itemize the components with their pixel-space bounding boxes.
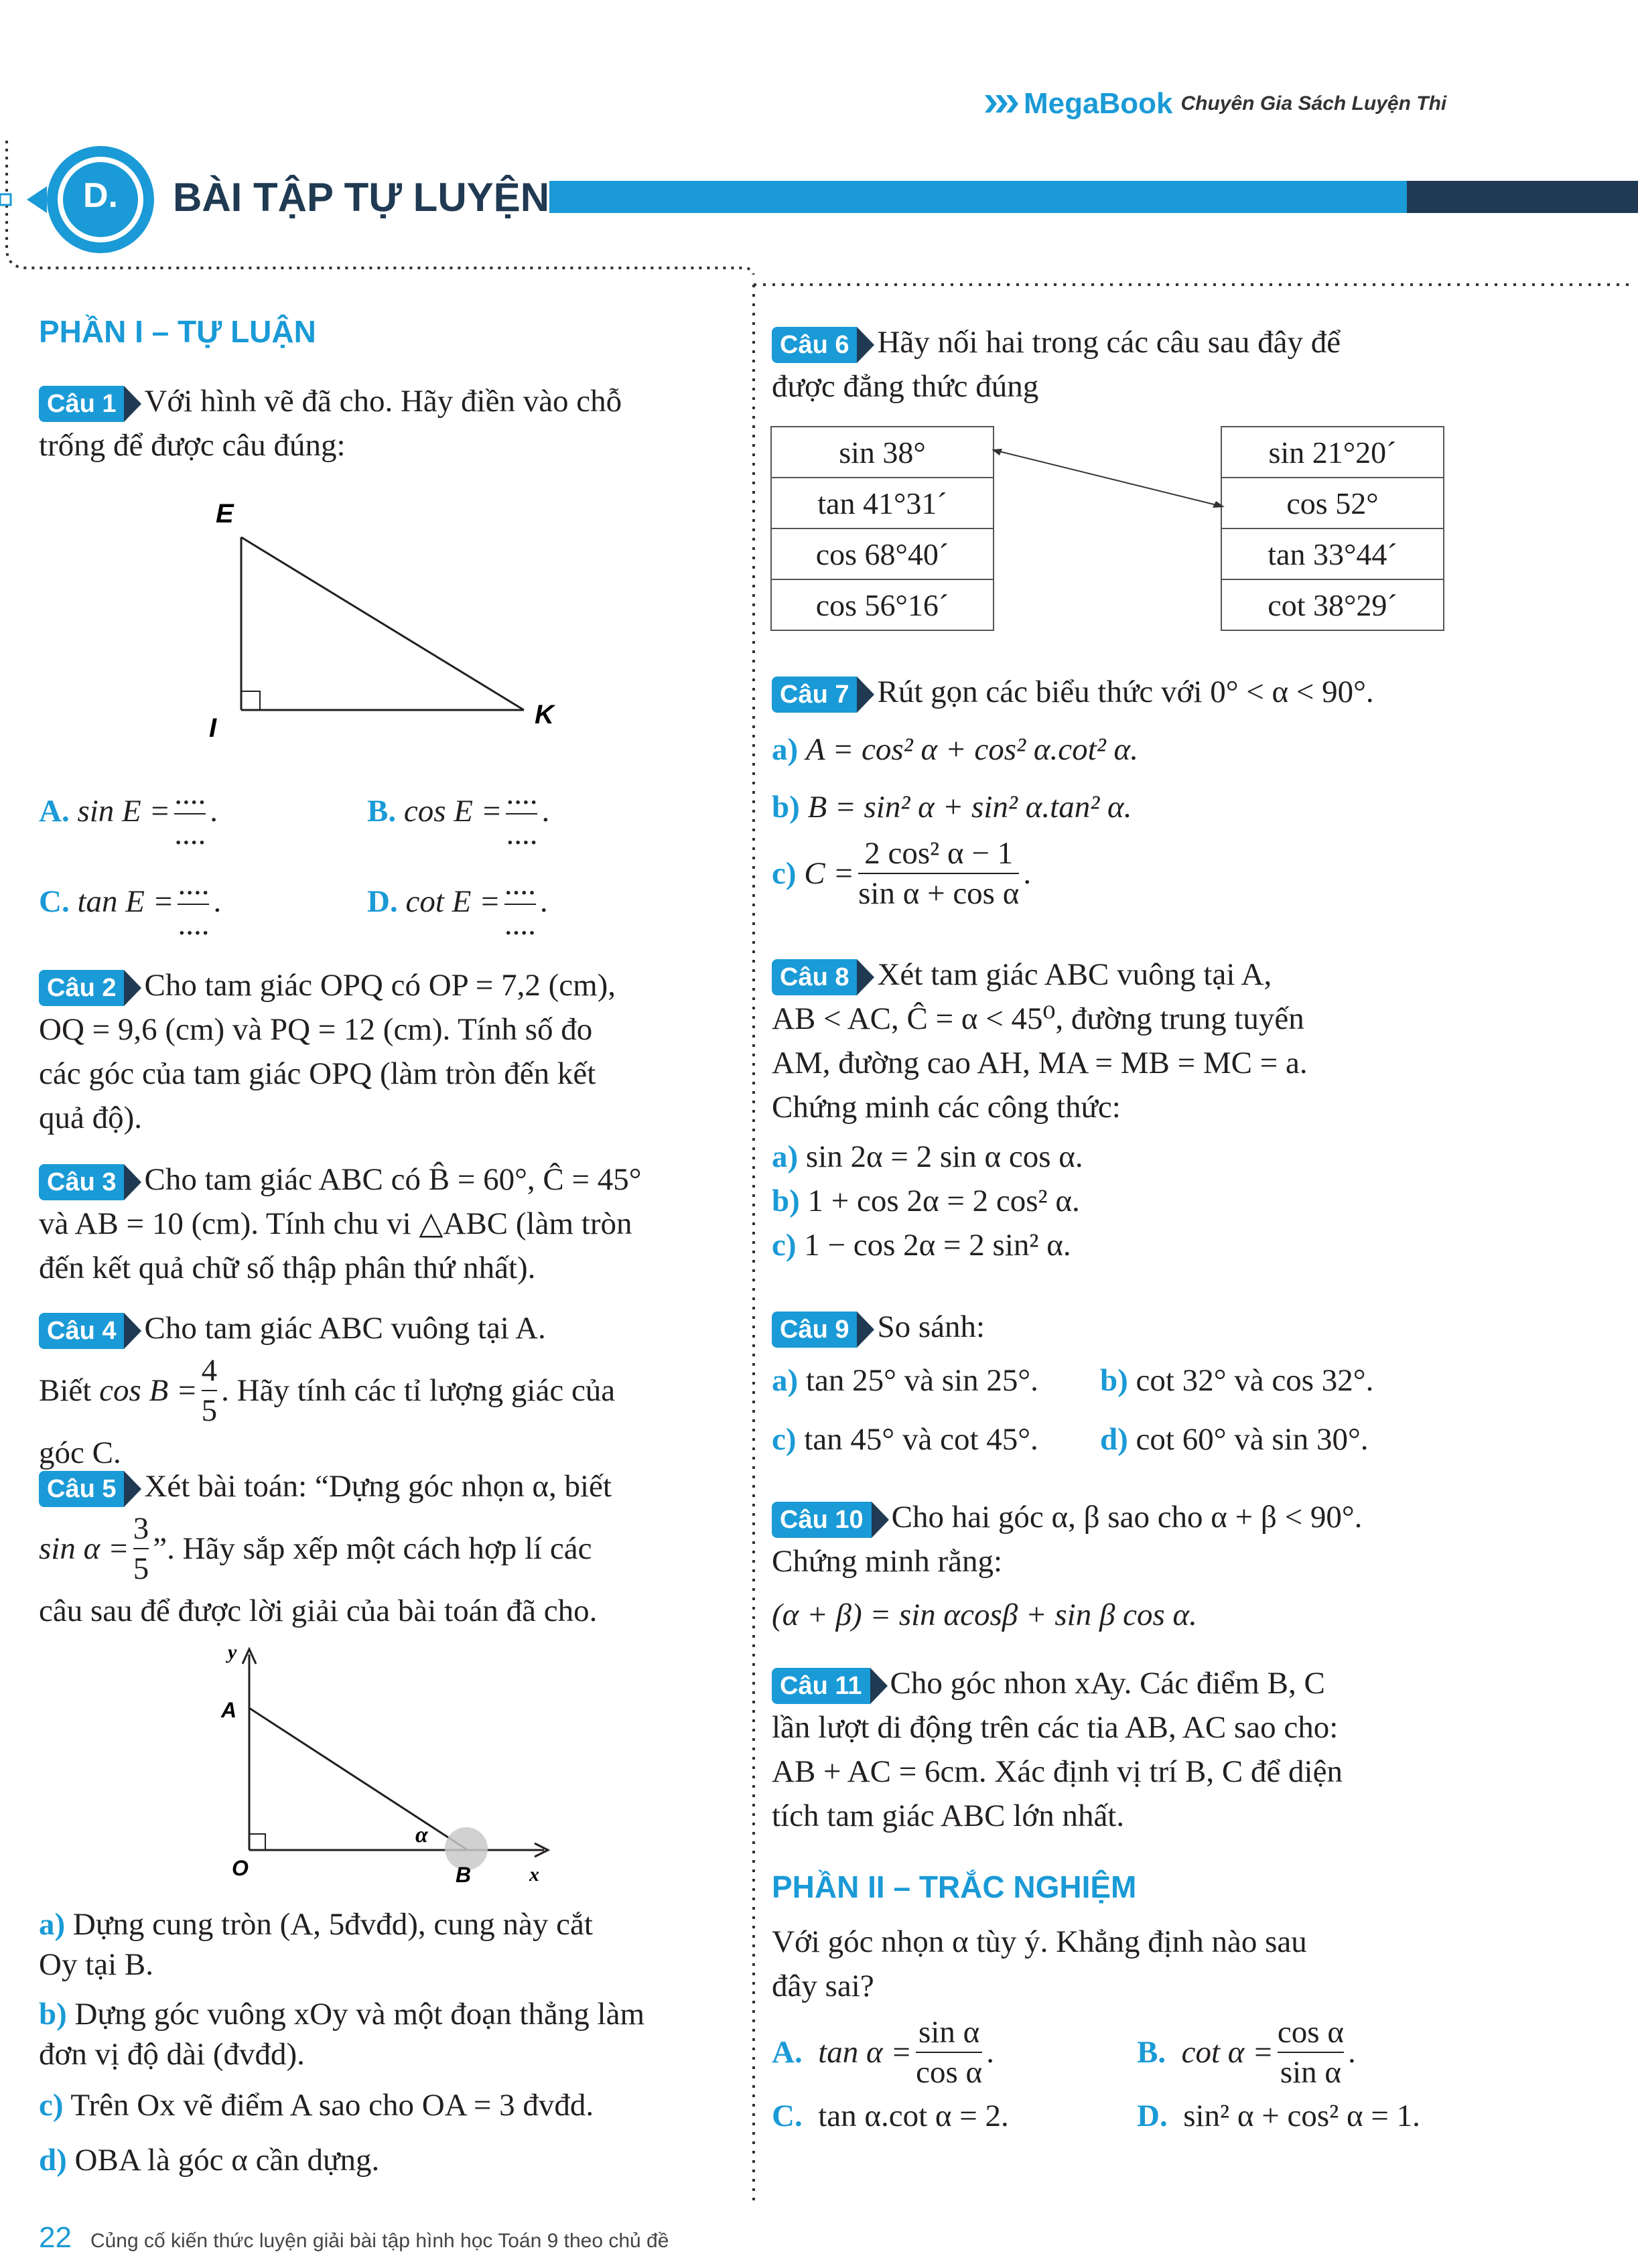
triangle-eik-figure [188,489,590,743]
question-8-badge: Câu 8 [772,959,857,995]
axis-x-label: x [529,1863,539,1886]
right-cell[interactable]: tan 33°44´ [1221,528,1444,579]
step-b: b) Dựng góc vuông xOy và một đoạn thẳng làm [39,1997,644,2032]
mc-option-d[interactable]: D. sin² α + cos² α = 1. [1137,2099,1420,2133]
step-a-cont: Oy tại B. [39,1947,154,1982]
label-k: K [535,700,554,729]
question-1-options [39,777,736,944]
right-cell[interactable]: sin 21°20´ [1221,427,1444,478]
question-6-badge: Câu 6 [772,327,857,363]
matching-left-table [770,426,994,631]
question-5: Câu 5 Xét bài toán: “Dựng góc nhọn α, biết sin α = $\frac{3}{5}$ ”. Hãy sắp xếp một cách hợp lí các câu sau để được lời giải của bài toán đã cho. [39,1469,612,1628]
mc-option-c[interactable]: C. tan α.cot α = 2. [772,2099,1009,2133]
question-9: Câu 9 So sánh: a) tan 25° và sin 25°. b) cot 32° và cos 32°. c) tan 45° và cot 45°. d) cot 60° và sin 30°. [772,1309,1374,1457]
left-cell[interactable]: sin 38° [771,427,994,478]
megabook-logo-icon [985,94,1018,114]
question-11-badge: Câu 11 [772,1668,870,1704]
mc-option-b[interactable]: B. cot α = $\frac{\text{cos α}}{\text{sin α}}$ . [1137,2013,1356,2092]
question-2-badge: Câu 2 [39,970,124,1006]
label-i: I [209,713,217,743]
question-10: Câu 10 Cho hai góc α, β sao cho α + β < 90°. Chứng minh rằng: (α + β) = sin αcosβ + sin β cos α. [772,1500,1363,1632]
question-1-text-1: Với hình vẽ đã cho. Hãy điền vào chỗ [144,384,622,419]
left-cell[interactable]: tan 41°31´ [771,478,994,528]
point-a-label: A [221,1698,237,1722]
brand-name: MegaBook [1024,87,1173,120]
footer [39,2221,669,2255]
page-number: 22 [39,2221,72,2254]
step-c: c) Trên Ox vẽ điểm A sao cho OA = 3 đvđd. [39,2088,594,2123]
option-d: D. cot E = $\frac{....}{....}$ . [367,865,548,944]
question-11: Câu 11 Cho góc nhon xAy. Các điểm B, C lần lượt di động trên các tia AB, AC sao cho: AB + AC = 6cm. Xác định vị trí B, C để diện tích tam giác ABC lớn nhất. [772,1666,1343,1833]
brand-header [985,84,1446,124]
mc-option-a[interactable]: A. tan α = $\frac{\text{sin α}}{\text{cos α}}$ . [772,2013,1137,2092]
question-6: Câu 6 Hãy nối hai trong các câu sau đây để được đẳng thức đúng [772,325,1341,404]
multiple-choice: Với góc nhọn α tùy ý. Khẳng định nào sau đây sai? A. tan α = $\frac{\text{sin α}}{\text{cos α}}$ . B. cot α = $\frac{\text{cos α}}{\text{sin α}}$ . C. tan α.cot α = 2. D. sin² α + cos² α = 1. [772,1920,1462,2138]
question-7: Câu 7 Rút gọn các biểu thức với 0° < α < 90°. a) A = cos² α + cos² α.cot² α. b) B = sin² α + sin² α.tan² α. c) C = $\frac{\text{2 cos² α − 1}}{\text{sin α + cos α}}$ . [772,675,1374,911]
option-b: B. cos E = $\frac{....}{....}$ . [367,774,549,853]
question-3: Câu 3 Cho tam giác ABC có B̂ = 60°, Ĉ = 45° và AB = 10 (cm). Tính chu vi △ABC (làm tròn đến kết quả chữ số thập phân thứ nhất). [39,1162,642,1285]
question-3-badge: Câu 3 [39,1164,124,1200]
section-header [0,141,1638,258]
section-title: BÀI TẬP TỰ LUYỆN [173,175,550,220]
question-4: Câu 4 Cho tam giác ABC vuông tại A. Biết cos B = $\frac{4}{5}$ . Hãy tính các tỉ lượng giác của góc C. [39,1311,616,1470]
question-5-steps [39,1902,736,2182]
question-9-badge: Câu 9 [772,1312,857,1348]
footer-text: Củng cố kiến thức luyện giải bài tập hình học Toán 9 theo chủ đề [90,2230,669,2252]
right-cell[interactable]: cos 52° [1221,478,1444,528]
brand-tagline: Chuyên Gia Sách Luyện Thi [1180,92,1447,115]
point-o-label: O [232,1856,249,1880]
matching-right-table [1221,426,1444,631]
left-cell[interactable]: cos 68°40´ [771,528,994,579]
question-10-badge: Câu 10 [772,1502,872,1538]
step-a: a) Dựng cung tròn (A, 5đvđd), cung này cắt [39,1907,593,1942]
axis-y-label: y [228,1641,237,1663]
option-a: A. sin E = $\frac{....}{....}$ . [39,774,367,853]
option-c: C. tan E = $\frac{....}{....}$ . [39,865,367,944]
question-1 [39,379,736,468]
left-cell[interactable]: cos 56°16´ [771,579,994,630]
question-2: Câu 2 Cho tam giác OPQ có OP = 7,2 (cm), OQ = 9,6 (cm) và PQ = 12 (cm). Tính số đo các góc của tam giác OPQ (làm tròn đến kết quả độ). [39,968,616,1135]
question-7-badge: Câu 7 [772,677,857,713]
alpha-label: α [415,1823,428,1847]
section-letter: D. [83,176,118,215]
step-b-cont: đơn vị độ dài (đvđd). [39,2037,305,2072]
part1-title: PHẦN I – TỰ LUẬN [39,314,316,349]
matching-arrow [992,442,1226,509]
label-e: E [216,499,234,528]
step-d: d) OBA là góc α cần dựng. [39,2143,380,2178]
construction-figure [201,1634,576,1889]
question-5-badge: Câu 5 [39,1471,124,1507]
question-4-badge: Câu 4 [39,1313,124,1349]
question-8: Câu 8 Xét tam giác ABC vuông tại A, AB < AC, Ĉ = α < 45⁰, đường trung tuyến AM, đường cao AH, MA = MB = MC = a. Chứng minh các công thức: a) sin 2α = 2 sin α cos α. b) 1 + cos 2α = 2 cos² α. c) 1 − cos 2α = 2 sin² α. [772,957,1308,1263]
part2-title: PHẦN II – TRẮC NGHIỆM [772,1869,1137,1904]
point-b-label: B [456,1863,472,1887]
right-cell[interactable]: cot 38°29´ [1221,579,1444,630]
question-1-badge: Câu 1 [39,386,124,422]
question-1-text-2: trống để được câu đúng: [39,428,346,463]
